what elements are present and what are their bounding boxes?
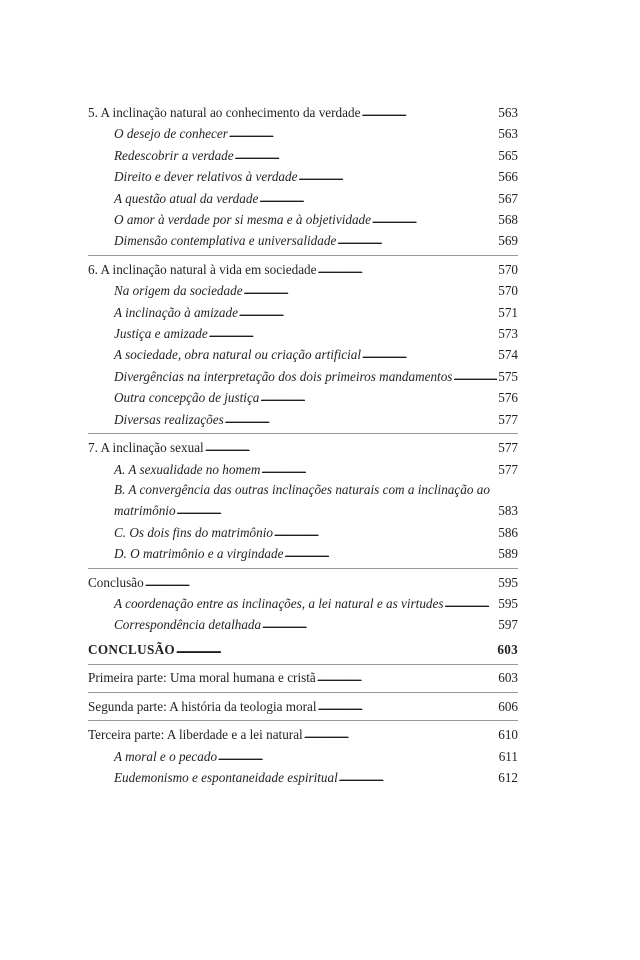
- toc-item-label: Diversas realizações: [114, 411, 224, 427]
- toc-item: [88, 123, 518, 144]
- dot-leader: [445, 593, 498, 614]
- toc-item-label: matrimônio: [114, 503, 176, 519]
- dot-leader: [209, 323, 497, 344]
- toc-section-title: 6. A inclinação natural à vida em sociedade: [88, 261, 317, 277]
- dot-leader: [239, 302, 497, 323]
- toc-page-number: 563: [498, 126, 518, 142]
- toc-item-label-line1: B. A convergência das outras inclinações naturais com a inclinação ao: [114, 481, 490, 497]
- dot-leader: [298, 166, 497, 187]
- toc-item: [88, 543, 518, 564]
- dot-leader: [218, 746, 498, 767]
- toc-item-label: O desejo de conhecer: [114, 126, 228, 142]
- dot-leader: [229, 123, 497, 144]
- toc-page-number: 595: [498, 595, 518, 611]
- toc-section-title: Conclusão: [88, 574, 144, 590]
- dot-leader: [244, 280, 498, 301]
- toc-page-number: 567: [498, 190, 518, 206]
- toc-item: [88, 366, 518, 387]
- chapter-divider: [88, 664, 518, 665]
- dot-leader: [362, 344, 497, 365]
- toc-item: [88, 209, 518, 230]
- toc-page-number: 565: [498, 147, 518, 163]
- toc-part-label: Terceira parte: A liberdade e a lei natural: [88, 727, 303, 743]
- toc-item: [88, 459, 518, 480]
- toc-page-number: 573: [498, 326, 518, 342]
- toc-part-label: Primeira parte: Uma moral humana e cristã: [88, 670, 316, 686]
- toc-item-label: A inclinação à amizade: [114, 304, 238, 320]
- toc-item-label: A sociedade, obra natural ou criação artificial: [114, 347, 362, 363]
- toc-page-number: 577: [498, 411, 518, 427]
- toc-page-number: 589: [498, 546, 518, 562]
- dot-leader: [361, 102, 497, 123]
- toc-page-number: 571: [498, 304, 518, 320]
- toc-item-label: Justiça e amizade: [114, 326, 208, 342]
- toc-page-number: 563: [498, 105, 518, 120]
- toc-item: [88, 188, 518, 209]
- toc-chapter-conclusao: [88, 639, 518, 660]
- dot-leader: [260, 387, 497, 408]
- toc-section-title: 7. A inclinação sexual: [88, 440, 204, 456]
- toc-item: [88, 500, 518, 521]
- toc-item-label: A questão atual da verdade: [114, 190, 259, 206]
- toc-page-number: 569: [498, 233, 518, 249]
- dot-leader: [318, 259, 498, 280]
- dot-leader: [317, 667, 497, 688]
- toc-item-label: Na origem da sociedade: [114, 283, 243, 299]
- toc-page-number: 566: [498, 169, 518, 185]
- toc-item-label: Eudemonismo e espontaneidade espiritual: [114, 770, 338, 786]
- section-divider: [88, 692, 518, 693]
- toc-section-conclusao: [88, 572, 518, 593]
- toc-item-label: A coordenação entre as inclinações, a lei natural e as virtudes: [114, 595, 444, 611]
- toc-page-number: 595: [498, 574, 518, 590]
- toc-chapter-title: CONCLUSÃO: [88, 642, 175, 657]
- dot-leader: [318, 696, 498, 717]
- toc-page-number: 586: [498, 524, 518, 540]
- toc-item-label: Outra concepção de justiça: [114, 390, 260, 406]
- section-divider: [88, 255, 518, 256]
- toc-page-number: 577: [498, 440, 518, 456]
- toc-item: [88, 387, 518, 408]
- toc-item-label: Correspondência detalhada: [114, 617, 262, 633]
- section-divider: [88, 433, 518, 434]
- dot-leader: [205, 437, 497, 458]
- toc-page-number: 612: [498, 770, 518, 786]
- toc-page-number: 570: [498, 283, 518, 299]
- dot-leader: [262, 614, 497, 635]
- toc-part: [88, 667, 518, 688]
- toc-item: [88, 280, 518, 301]
- dot-leader: [225, 409, 497, 430]
- toc-item-label: Dimensão contemplativa e universalidade: [114, 233, 337, 249]
- toc-page-number: 570: [498, 261, 518, 277]
- dot-leader: [337, 230, 497, 251]
- dot-leader: [176, 639, 496, 660]
- toc-section-5: [88, 102, 518, 123]
- toc-item: [88, 409, 518, 430]
- toc-item-label: A moral e o pecado: [114, 748, 218, 764]
- toc-page-number: 583: [498, 503, 518, 519]
- toc-item: [88, 302, 518, 323]
- toc-part: [88, 696, 518, 717]
- dot-leader: [284, 543, 497, 564]
- toc-item-label: D. O matrimônio e a virgindade: [114, 546, 284, 562]
- dot-leader: [259, 188, 497, 209]
- toc-page-number: 603: [498, 670, 518, 686]
- toc-item: [88, 522, 518, 543]
- dot-leader: [235, 145, 498, 166]
- toc-page-number: 577: [498, 461, 518, 477]
- toc-section-7: [88, 437, 518, 458]
- toc-item: [88, 614, 518, 635]
- dot-leader: [372, 209, 497, 230]
- toc-item: [88, 344, 518, 365]
- toc-part-label: Segunda parte: A história da teologia moral: [88, 698, 317, 714]
- toc-item: [88, 323, 518, 344]
- toc-page-number: 568: [498, 212, 518, 228]
- toc-item: [88, 145, 518, 166]
- toc-page-number: 576: [498, 390, 518, 406]
- toc-page-number: 610: [498, 727, 518, 743]
- toc-item: [88, 593, 518, 614]
- dot-leader: [177, 500, 498, 521]
- dot-leader: [304, 724, 497, 745]
- toc-item: [88, 767, 518, 788]
- dot-leader: [261, 459, 497, 480]
- dot-leader: [339, 767, 497, 788]
- toc-item-label: C. Os dois fins do matrimônio: [114, 524, 274, 540]
- section-divider: [88, 720, 518, 721]
- toc-page-number: 603: [497, 642, 518, 657]
- toc-page-number: 575: [498, 368, 518, 384]
- toc-page-number: 597: [498, 617, 518, 633]
- toc-item-label: A. A sexualidade no homem: [114, 461, 261, 477]
- section-divider: [88, 568, 518, 569]
- toc-page-number: 574: [498, 347, 518, 363]
- toc-section-title: 5. A inclinação natural ao conhecimento da verdade: [88, 105, 361, 120]
- toc-page-number: 611: [498, 748, 518, 764]
- toc-page-number: 606: [498, 698, 518, 714]
- conclusion-contents: [88, 639, 518, 788]
- table-of-contents: [88, 102, 518, 636]
- toc-item-label: O amor à verdade por si mesma e à objetividade: [114, 212, 371, 228]
- toc-item-label: Direito e dever relativos à verdade: [114, 169, 298, 185]
- toc-item: [88, 166, 518, 187]
- toc-section-6: [88, 259, 518, 280]
- toc-item-label: Divergências na interpretação dos dois primeiros mandamentos: [114, 368, 453, 384]
- toc-part: [88, 724, 518, 745]
- toc-item: [88, 746, 518, 767]
- toc-item: [88, 230, 518, 251]
- dot-leader: [453, 366, 497, 387]
- toc-item-label: Redescobrir a verdade: [114, 147, 234, 163]
- dot-leader: [145, 572, 498, 593]
- dot-leader: [274, 522, 497, 543]
